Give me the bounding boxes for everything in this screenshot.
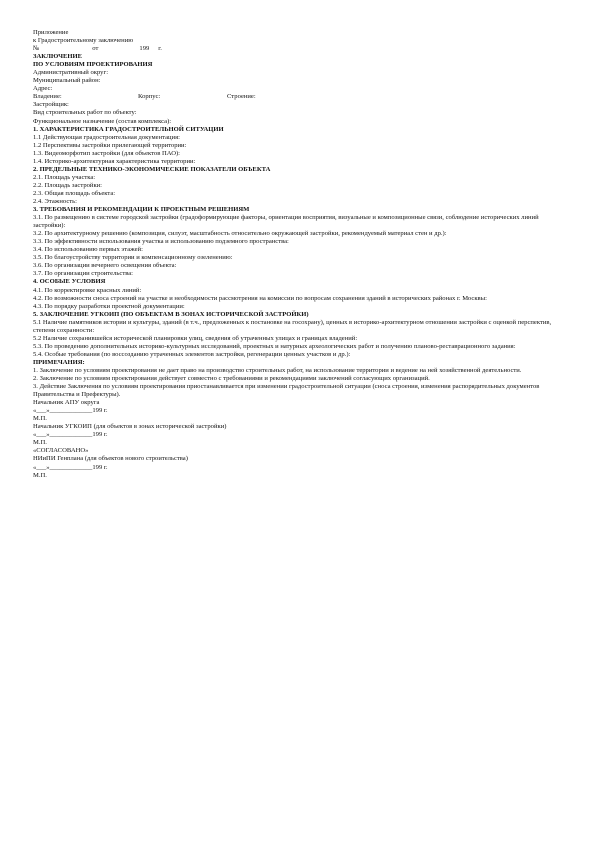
signature-seal: М.П. [33,415,47,423]
signature-ugkoip-head: Начальник УГКОИП (для объектов в зонах исторической застройки) [33,423,227,431]
section-title: 4. ОСОБЫЕ УСЛОВИЯ [33,278,106,286]
section-item: 2.2. Площадь застройки: [33,181,103,189]
signature-date: «___»_____________199 г. [33,407,108,415]
section-item: 1.1 Действующая градостроительная документация: [33,133,180,141]
appendix-label: Приложение [33,29,69,36]
field-possession-row [33,93,563,101]
document-body [33,29,563,480]
section-item: 3.7. По организации строительства: [33,270,134,278]
document-title: ЗАКЛЮЧЕНИЕ [33,53,83,61]
note-item: 3. Действие Заключения по условиям проектирования приостанавливается при изменении градостроительной ситуации (сноса строения, изменения распорядительных документов Правительства и Префектуры). [33,383,540,399]
field-municipal-district: Муниципальный район: [33,77,101,85]
section-title: 2. ПРЕДЕЛЬНЫЕ ТЕХНИКО-ЭКОНОМИЧЕСКИЕ ПОКАЗАТЕЛИ ОБЪЕКТА [33,165,271,173]
note-item: 1. Заключение по условиям проектирования не дает право на производство строительных работ, на использование территории и ведение на ней хозяйственной деятельности. [33,366,522,374]
field-works-type: Вид строительных работ по объекту: [33,109,137,117]
section-item: 3.5. По благоустройству территории и компенсационному озеленению: [33,254,233,262]
number-prefix: № [33,45,40,53]
field-address: Адрес: [33,85,53,93]
from-label: от [92,45,99,53]
signature-date: «___»_____________199 г. [33,463,108,471]
field-building: Корпус: [138,93,161,101]
notes-title: ПРИМЕЧАНИЯ: [33,358,85,366]
field-possession: Владение: [33,93,62,101]
signature-date: «___»_____________199 г. [33,431,108,439]
section-item: 3.6. По организации вечернего освещения объекта: [33,262,177,270]
section-item: 2.3. Общая площадь объекта: [33,189,116,197]
field-developer: Застройщик: [33,101,69,109]
section-item: 4.3. По порядку разработки проектной документации: [33,302,185,310]
signature-apu-head: Начальник АПУ округа [33,399,100,407]
field-structure: Строение: [227,93,256,101]
document-subtitle: ПО УСЛОВИЯМ ПРОЕКТИРОВАНИЯ [33,61,153,69]
section-item: 1.2 Перспективы застройки прилегающей территории: [33,141,187,149]
field-purpose: Функциональное назначение (состав комплекса): [33,117,172,125]
section-item: 1.3. Видеоморфотип застройки (для объектов ПАО): [33,149,180,157]
section-title: 1. ХАРАКТЕРИСТИКА ГРАДОСТРОИТЕЛЬНОЙ СИТУАЦИИ [33,125,224,133]
section-item: 5.1 Наличие памятников истории и культуры, зданий (в т.ч., предложенных к постановке на госохрану), ценных в историко-архитектурном отношении застройки с оценкой перспектив, степени сохранности: [33,318,552,334]
section-item: 4.2. По возможности сноса строений на участке и необходимости рассмотрения на комиссии по вопросам сохранения зданий в исторических районах г. Москвы: [33,294,487,302]
section-item: 3.4. По использованию первых этажей: [33,246,143,254]
section-title: 5. ЗАКЛЮЧЕНИЕ УГКОИП (ПО ОБЪЕКТАМ В ЗОНАХ ИСТОРИЧЕСКОЙ ЗАСТРОЙКИ) [33,310,309,318]
section-item: 3.1. По размещению в системе городской застройки (градоформирующие факторы, ориентация восприятия, визуальные и композиционные связи, соблюдение исторических линий застройки): [33,214,539,230]
signature-niipi-head: НИиПИ Генплана (для объектов нового строительства) [33,455,188,463]
appendix-to-label: к Градостроительному заключению [33,37,134,45]
year-value: 199 [139,45,150,53]
number-date-line [33,45,563,53]
year-suffix: г. [158,45,162,53]
signature-agreed: «СОГЛАСОВАНО» [33,447,89,455]
signature-seal: М.П. [33,439,47,447]
section-item: 5.4. Особые требования (по воссозданию утраченных элементов застройки, регенерации ценных участков и др.): [33,350,351,358]
field-admin-district: Административный округ: [33,69,109,77]
section-item: 4.1. По корректировке красных линий: [33,286,142,294]
section-item: 2.4. Этажность: [33,197,77,205]
section-item: 1.4. Историко-архитектурная характеристика территории: [33,157,196,165]
section-item: 3.3. По эффективности использования участка и использованию подземного пространства: [33,238,289,246]
signature-seal: М.П. [33,471,47,479]
section-title: 3. ТРЕБОВАНИЯ И РЕКОМЕНДАЦИИ К ПРОЕКТНЫМ РЕШЕНИЯМ [33,206,250,214]
section-item: 3.2. По архитектурному решению (композиция, силуэт, масштабность относительно окружающей застройки, рекомендуемый материал стен и др.): [33,230,447,238]
section-item: 5.2 Наличие сохранившейся исторической планировки улиц, сведения об утраченных улицах и границах владений: [33,334,358,342]
section-item: 2.1. Площадь участка: [33,173,96,181]
section-item: 5.3. По проведению дополнительных историко-культурных исследований, проектных и натурных археологических работ и получению планово-реставрационного задания: [33,342,516,350]
note-item: 2. Заключение по условиям проектирования действует совместно с требованиями и рекомендациями заключений согласующих организаций. [33,375,430,383]
